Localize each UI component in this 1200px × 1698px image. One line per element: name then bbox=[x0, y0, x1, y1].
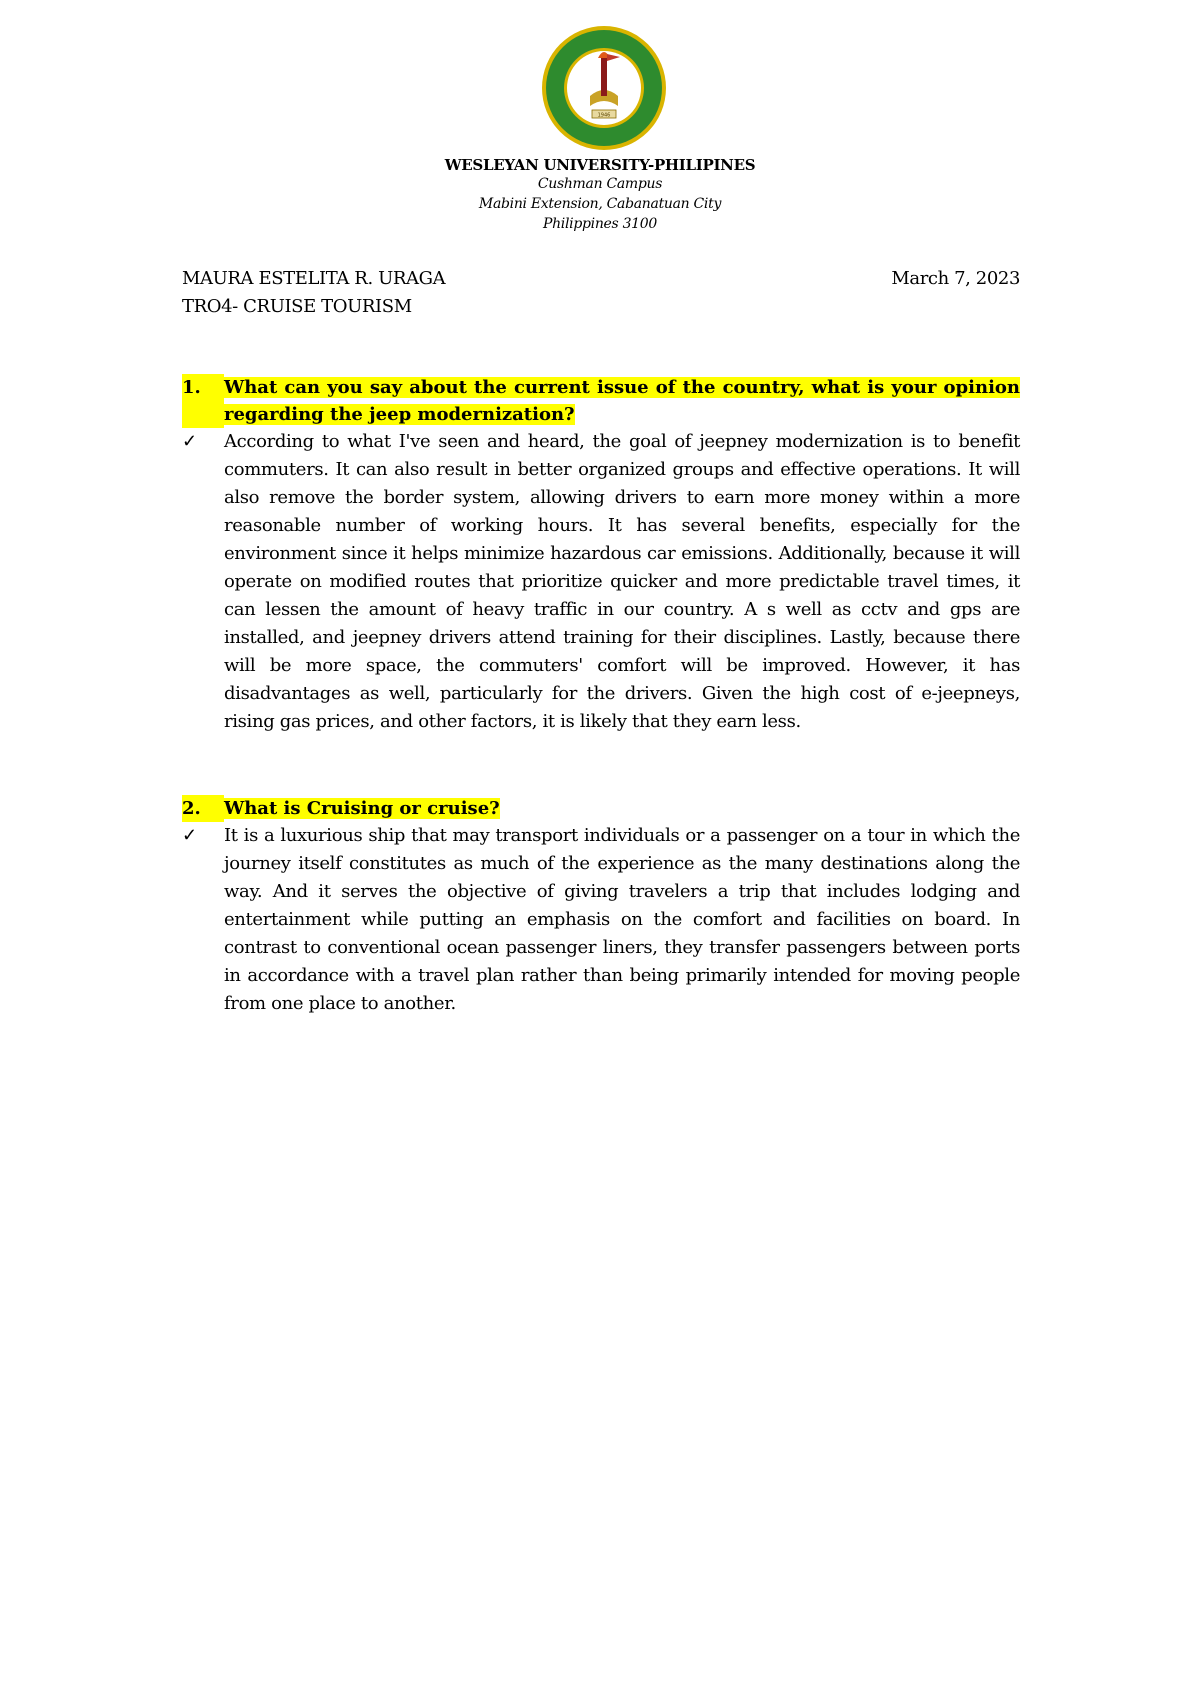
question-block-2 bbox=[182, 795, 1020, 1018]
answer-2 bbox=[182, 822, 1020, 1018]
university-name: WESLEYAN UNIVERSITY-PHILIPINES bbox=[444, 156, 756, 174]
university-seal-logo bbox=[540, 24, 668, 152]
seal-year: 1946 bbox=[597, 112, 611, 119]
answer-text: According to what I've seen and heard, the goal of jeepney modernization is to benefit commuters. It can also result in better organized groups and effective operations. It will also remove the border system, allowing drivers to earn more money within a more reasonable number of working hours. It has several benefits, especially for the environment since it helps minimize hazardous car emissions. Additionally, because it will operate on modified routes that prioritize quicker and more predictable travel times, it can lessen the amount of heavy traffic in our country. A s well as cctv and gps are installed, and jeepney drivers attend training for their disciplines. Lastly, because there will be more space, the commuters' comfort will be improved. However, it has disadvantages as well, particularly for the drivers. Given the high cost of e-jeepneys, rising gas prices, and other factors, it is likely that they earn less. bbox=[224, 431, 1020, 732]
checkmark-icon: ✓ bbox=[182, 431, 198, 452]
question-text: What is Cruising or cruise? bbox=[224, 798, 500, 819]
campus-address: Mabini Extension, Cabanatuan City bbox=[478, 196, 722, 212]
answer-text: It is a luxurious ship that may transport individuals or a passenger on a tour in which the journey itself constitutes as much of the experience as the many destinations along the way. And it serves the objective of giving travelers a trip that includes lodging and entertainment while putting an emphasis on the comfort and facilities on board. In contrast to conventional ocean passenger liners, they transfer passengers between ports in accordance with a travel plan rather than being primarily intended for moving people from one place to another. bbox=[224, 825, 1020, 1014]
question-2 bbox=[182, 795, 1020, 822]
campus-country: Philippines 3100 bbox=[542, 216, 658, 232]
document-header bbox=[0, 156, 1200, 234]
checkmark-icon: ✓ bbox=[182, 825, 198, 846]
student-name: MAURA ESTELITA R. URAGA bbox=[182, 268, 446, 289]
campus-name: Cushman Campus bbox=[537, 176, 663, 192]
student-info bbox=[182, 265, 1020, 321]
question-text: What can you say about the current issue of the country, what is your opinion regarding the jeep modernization? bbox=[224, 377, 1020, 425]
question-number: 2. bbox=[182, 795, 224, 822]
course-title: TRO4- CRUISE TOURISM bbox=[182, 296, 412, 317]
question-number: 1. bbox=[182, 374, 224, 428]
question-1 bbox=[182, 374, 1020, 428]
question-block-1 bbox=[182, 374, 1020, 736]
answer-1 bbox=[182, 428, 1020, 736]
submission-date: March 7, 2023 bbox=[891, 268, 1020, 289]
